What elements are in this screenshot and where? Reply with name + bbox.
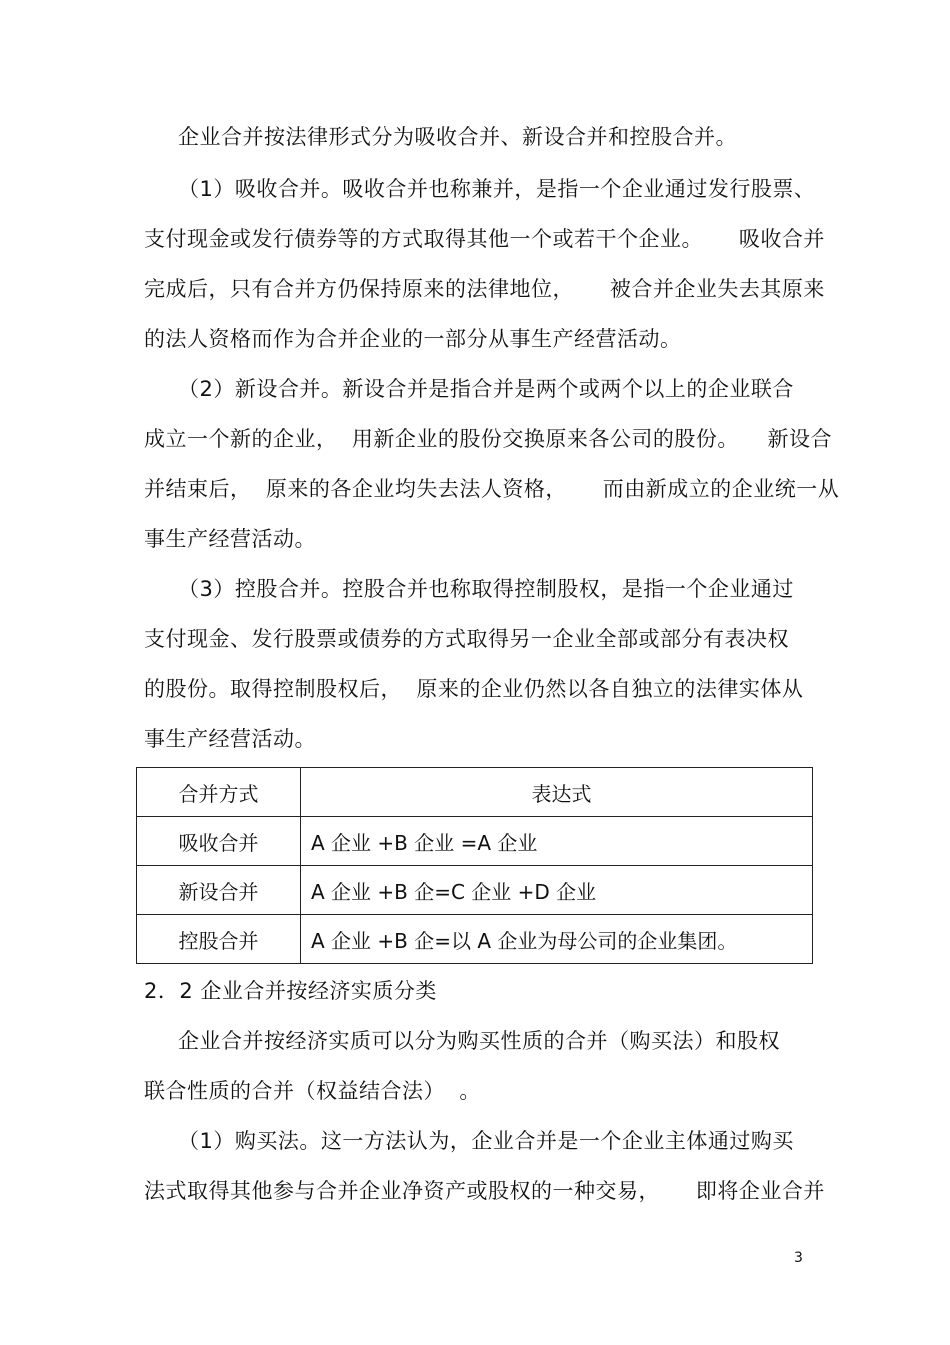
text-line: 的法人资格而作为合并企业的一部分从事生产经营活动。 (144, 327, 682, 351)
text-line: 事生产经营活动。 (144, 727, 316, 751)
text-line: 联合性质的合并（权益结合法） 。 (144, 1079, 481, 1103)
text-line: 支付现金或发行债券等的方式取得其他一个或若干个企业。 吸收合并 (144, 227, 825, 251)
table-row (137, 915, 813, 964)
table-row (137, 817, 813, 866)
text-line: （1）吸收合并。吸收合并也称兼并，是指一个企业通过发行股票、 (178, 177, 816, 201)
table-header-cell: 表达式 (301, 768, 813, 817)
table-cell-method: 吸收合并 (137, 817, 301, 866)
page-number: 3 (794, 1250, 803, 1266)
text-line: （1）购买法。这一方法认为，企业合并是一个企业主体通过购买 (178, 1129, 794, 1153)
text-line: 并结束后， 原来的各企业均失去法人资格， 而由新成立的企业统一从 (144, 477, 840, 501)
text-line: 的股份。取得控制股权后， 原来的企业仍然以各自独立的法律实体从 (144, 677, 804, 701)
text-line: （3）控股合并。控股合并也称取得控制股权，是指一个企业通过 (178, 577, 794, 601)
table-cell-method: 控股合并 (137, 915, 301, 964)
text-line: 企业合并按法律形式分为吸收合并、新设合并和控股合并。 (178, 125, 737, 149)
text-line: （2）新设合并。新设合并是指合并是两个或两个以上的企业联合 (178, 377, 794, 401)
text-line: 企业合并按经济实质可以分为购买性质的合并（购买法）和股权 (178, 1029, 780, 1053)
table-cell-expression: A 企业 +B 企=以 A 企业为母公司的企业集团。 (301, 915, 813, 964)
table-header-row (137, 768, 813, 817)
text-line: 成立一个新的企业， 用新企业的股份交换原来各公司的股份。 新设合 (144, 427, 833, 451)
table-cell-expression: A 企业 +B 企=C 企业 +D 企业 (301, 866, 813, 915)
text-line: 2．2 企业合并按经济实质分类 (144, 979, 437, 1003)
text-line: 事生产经营活动。 (144, 527, 316, 551)
table-row (137, 866, 813, 915)
text-line: 法式取得其他参与合并企业净资产或股权的一种交易， 即将企业合并 (144, 1179, 825, 1203)
merger-methods-table (136, 767, 813, 964)
table-cell-expression: A 企业 +B 企业 =A 企业 (301, 817, 813, 866)
text-line: 完成后，只有合并方仍保持原来的法律地位， 被合并企业失去其原来 (144, 277, 825, 301)
text-line: 支付现金、发行股票或债券的方式取得另一企业全部或部分有表决权 (144, 627, 789, 651)
table-header-cell: 合并方式 (137, 768, 301, 817)
table-cell-method: 新设合并 (137, 866, 301, 915)
